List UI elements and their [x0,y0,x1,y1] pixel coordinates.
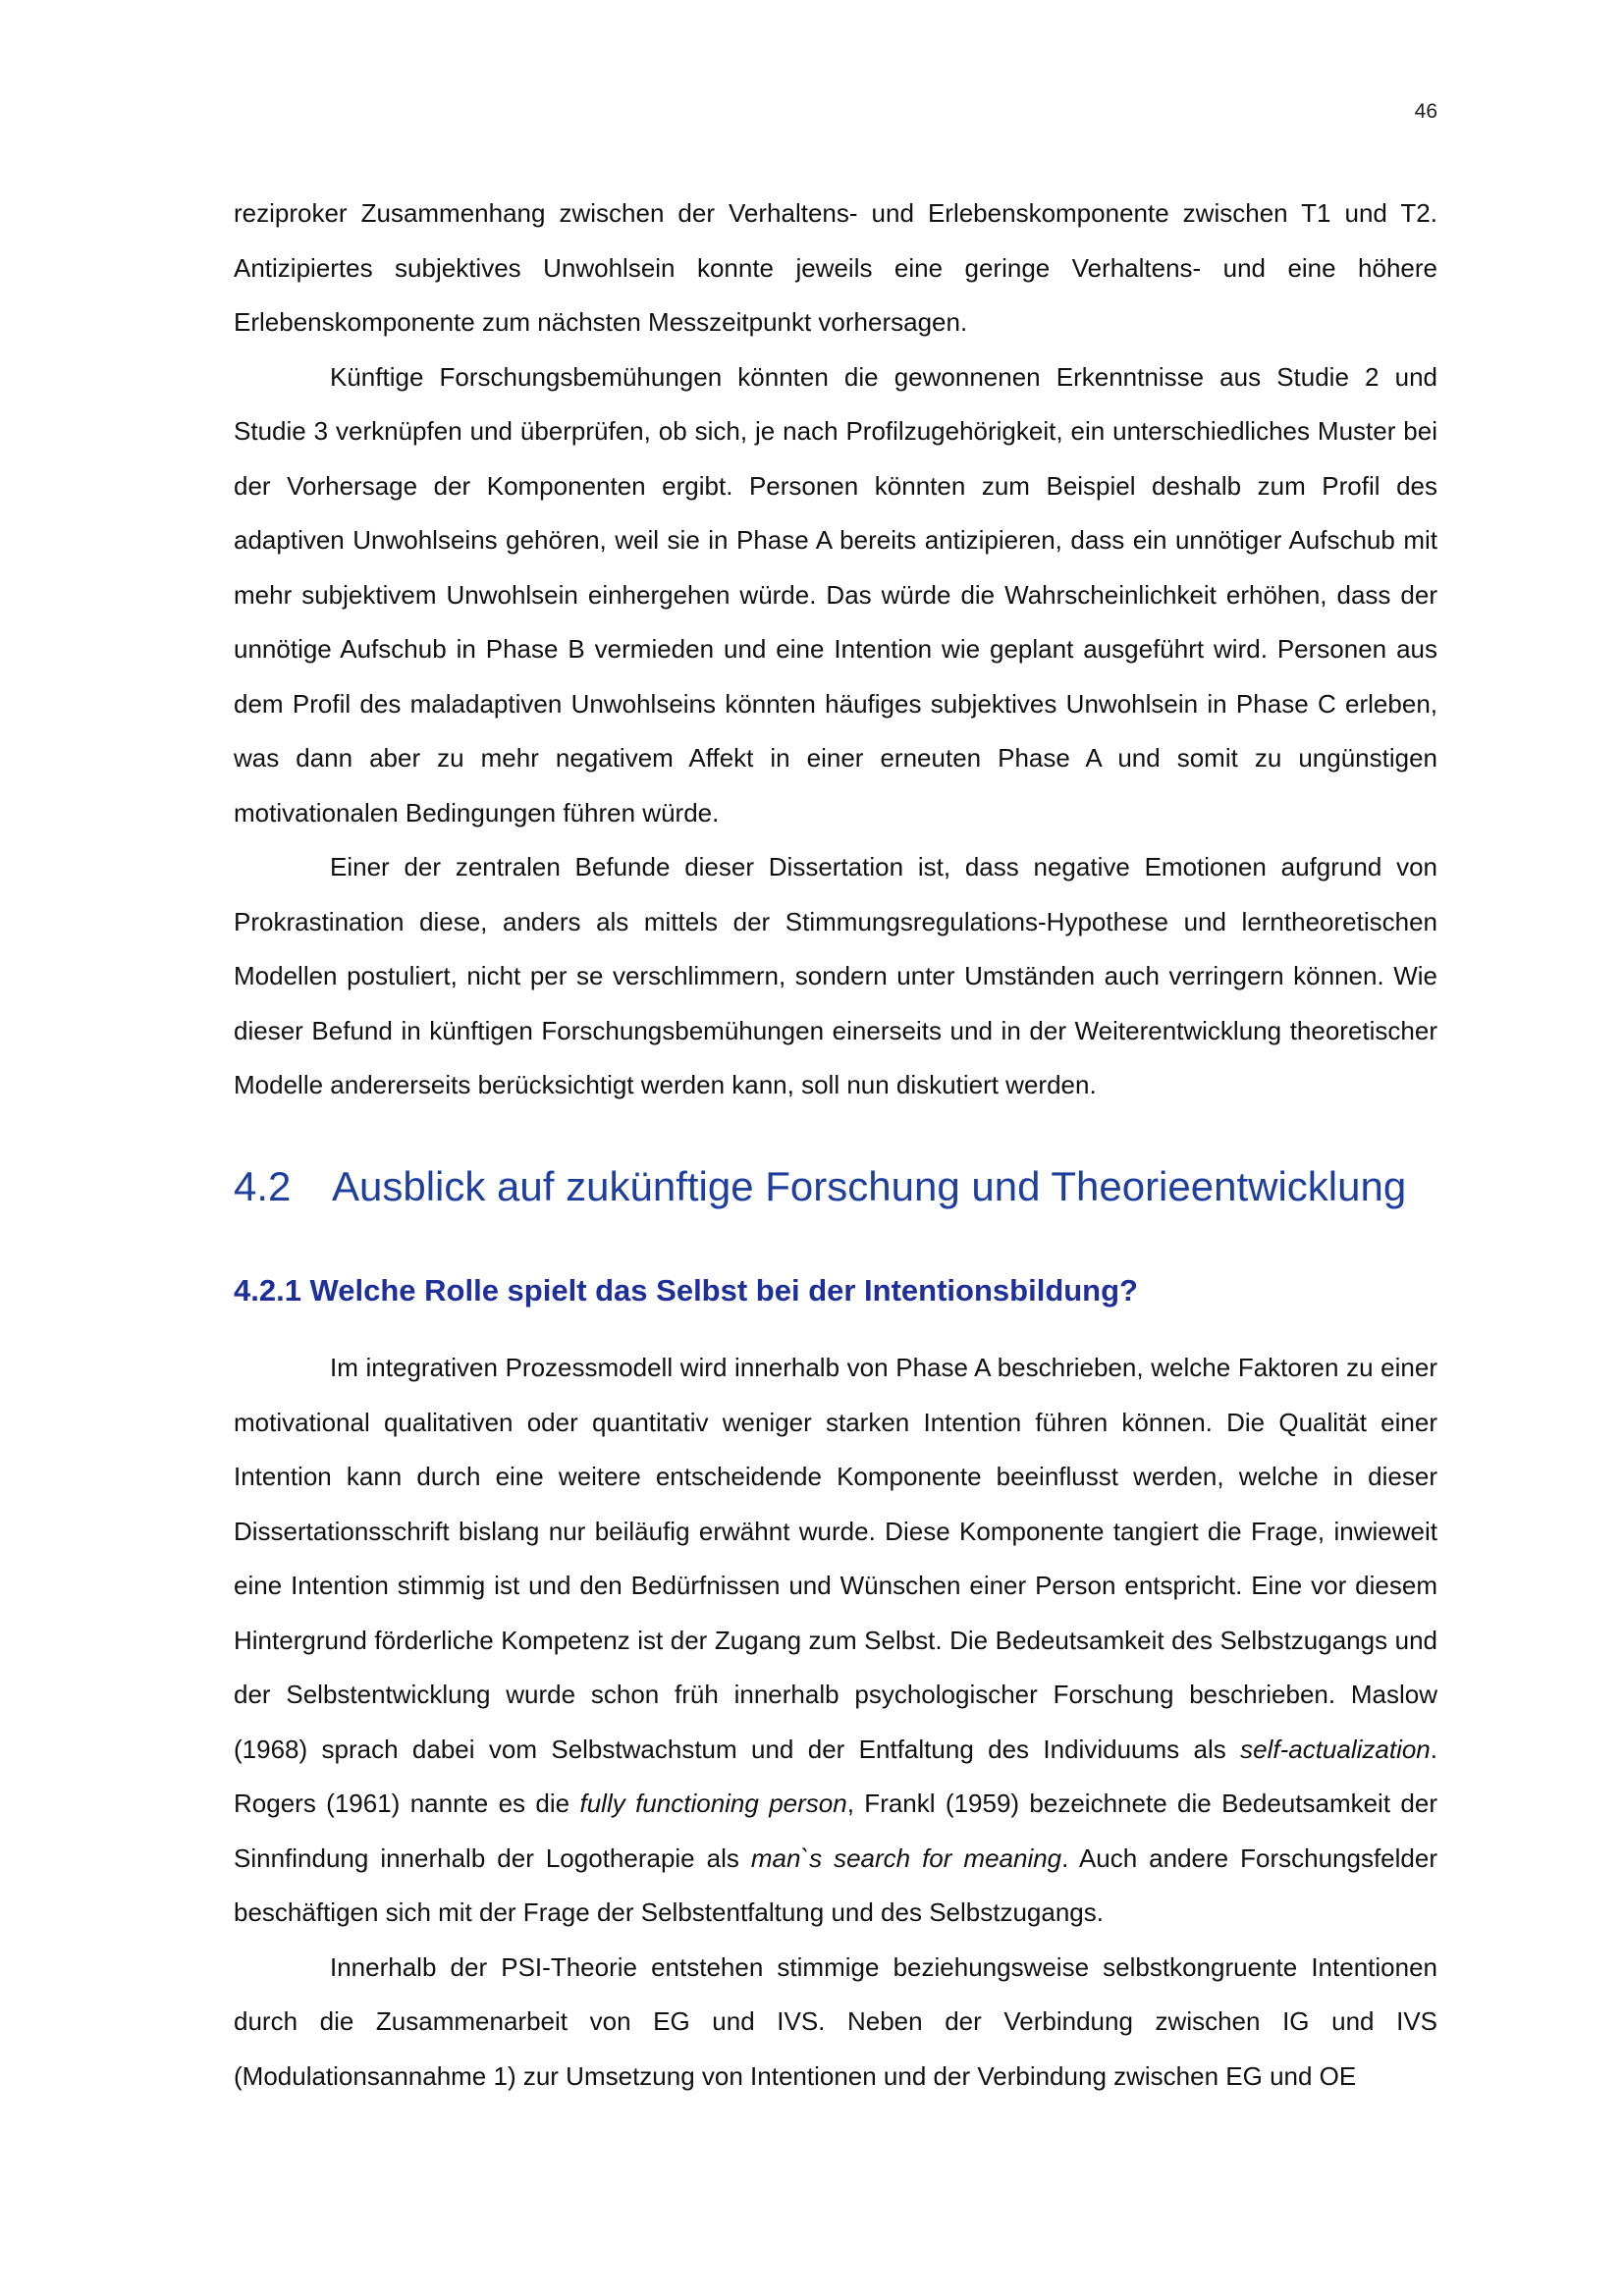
paragraph-self-part3: , Frankl (1959) bezeichnete die Bedeutsamkeit der Sinnfindung innerhalb der Logotherapie als [234,1789,1437,1873]
section-number: 4.2 [234,1163,292,1209]
paragraph-central-finding: Einer der zentralen Befunde dieser Dissertation ist, dass negative Emotionen aufgrund von Prokrastination diese, anders als mittels der Stimmungsregulations-Hypothese und lerntheoretischen Modellen postuliert, nicht per se verschlimmern, sondern unter Umständen auch verringern können. Wie dieser Befund in künftigen Forschungsbemühungen einerseits und in der Weiterentwicklung theoretischer Modelle andererseits berücksichtigt werden kann, soll nun diskutiert werden. [234,852,1437,1099]
section-title: Ausblick auf zukünftige Forschung und Theorieentwicklung [332,1163,1407,1209]
paragraph-self-access [234,1341,1437,1941]
paragraph-self-part1: Im integrativen Prozessmodell wird innerhalb von Phase A beschrieben, welche Faktoren zu einer motivational qualitativen oder quantitativ weniger starken Intention führen können. Die Qualität einer Intention kann durch eine weitere entscheidende Komponente beeinflusst werden, welche in dieser Dissertationsschrift bislang nur beiläufig erwähnt wurde. Diese Komponente tangiert die Frage, inwieweit eine Intention stimmig ist und den Bedürfnissen und Wünschen einer Person entspricht. Eine vor diesem Hintergrund förderliche Kompetenz ist der Zugang zum Selbst. Die Bedeutsamkeit des Selbstzugangs und der Selbstentwicklung wurde schon früh innerhalb psychologischer Forschung beschrieben. Maslow (1968) sprach dabei vom Selbstwachstum und der Entfaltung des Individuums als [234,1353,1437,1764]
paragraph-self-part2: . Rogers (1961) nannte es die [234,1734,1437,1818]
section-heading [234,1163,1437,1210]
term-mans-search-for-meaning: man`s search for meaning [750,1842,1062,1873]
body-text-bottom [234,1341,1437,2104]
term-fully-functioning-person: fully functioning person [579,1789,847,1818]
subsection-heading: 4.2.1 Welche Rolle spielt das Selbst bei der Intentionsbildung? [234,1273,1138,1308]
paragraph-continuation: reziproker Zusammenhang zwischen der Verhaltens- und Erlebenskomponente zwischen T1 und T2. Antizipiertes subjektives Unwohlsein konnte jeweils eine geringe Verhaltens- und eine höhere Erlebenskomponente zum nächsten Messzeitpunkt vorhersagen. [234,198,1437,337]
paragraph-future-research: Künftige Forschungsbemühungen könnten die gewonnenen Erkenntnisse aus Studie 2 und Studie 3 verknüpfen und überprüfen, ob sich, je nach Profilzugehörigkeit, ein unterschiedliches Muster bei der Vorhersage der Komponenten ergibt. Personen könnten zum Beispiel deshalb zum Profil des adaptiven Unwohlseins gehören, weil sie in Phase A bereits antizipieren, dass ein unnötiger Aufschub mit mehr subjektivem Unwohlsein einhergehen würde. Das würde die Wahrscheinlichkeit erhöhen, dass der unnötige Aufschub in Phase B vermieden und eine Intention wie geplant ausgeführt wird. Personen aus dem Profil des maladaptiven Unwohlseins könnten häufiges subjektives Unwohlsein in Phase C erleben, was dann aber zu mehr negativem Affekt in einer erneuten Phase A und somit zu ungünstigen motivationalen Bedingungen führen würde. [234,361,1437,828]
body-text-top [234,187,1437,1113]
page-number: 46 [1414,100,1437,123]
term-self-actualization: self-actualization [1240,1734,1431,1764]
paragraph-self-part4: . Auch andere Forschungsfelder beschäftigen sich mit der Frage der Selbstentfaltung und des Selbstzugangs. [234,1842,1437,1927]
paragraph-psi-theory: Innerhalb der PSI-Theorie entstehen stimmige beziehungsweise selbstkongruente Intentionen durch die Zusammenarbeit von EG und IVS. Neben der Verbindung zwischen IG und IVS (Modulationsannahme 1) zur Umsetzung von Intentionen und der Verbindung zwischen EG und OE [234,1951,1437,2091]
